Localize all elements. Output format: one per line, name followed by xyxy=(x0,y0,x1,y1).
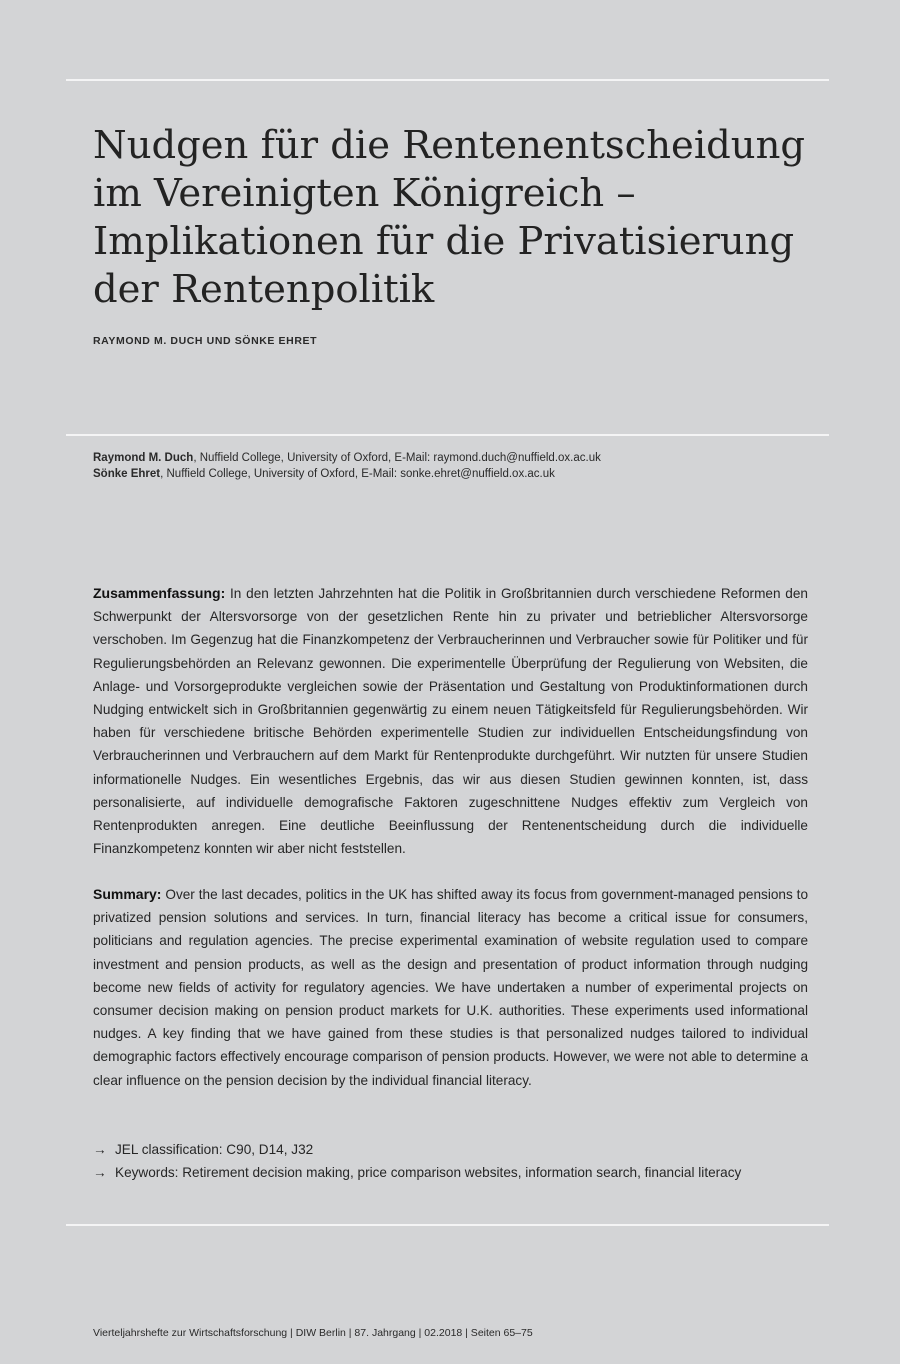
abstract-german-label: Zusammenfassung: xyxy=(93,585,226,601)
affiliation-author-name: Raymond M. Duch xyxy=(93,452,194,464)
title-line: der Rentenpolitik xyxy=(93,267,435,312)
arrow-right-icon: → xyxy=(93,1142,107,1157)
author-affiliations xyxy=(93,450,601,482)
affiliation-divider xyxy=(66,434,829,436)
affiliation-detail: , Nuffield College, University of Oxford, E-Mail: sonke.ehret@nuffield.ox.ac.uk xyxy=(160,468,555,480)
title-line: Implikationen für die Privatisierung xyxy=(93,219,795,264)
affiliation-detail: , Nuffield College, University of Oxford, E-Mail: raymond.duch@nuffield.ox.ac.uk xyxy=(193,452,601,464)
abstract-german xyxy=(93,582,808,860)
keywords-text: Keywords: Retirement decision making, price comparison websites, information search, financial literacy xyxy=(115,1165,742,1180)
journal-footer: Vierteljahrshefte zur Wirtschaftsforschung | DIW Berlin | 87. Jahrgang | 02.2018 | Seiten 65–75 xyxy=(93,1327,533,1339)
arrow-right-icon: → xyxy=(93,1165,107,1180)
abstract-english-label: Summary: xyxy=(93,886,162,902)
keywords xyxy=(93,1161,741,1184)
title-line: Nudgen für die Rentenentscheidung xyxy=(93,123,806,168)
bottom-divider xyxy=(66,1224,829,1226)
abstract-german-text: In den letzten Jahrzehnten hat die Politik in Großbritannien durch verschiedene Reformen den Schwerpunkt der Altersvorsorge von der gesetzlichen Rente hin zu privater und betrieblicher Altersvorsorge verschoben. Im Gegenzug hat die Finanzkompetenz der Verbraucherinnen und Verbraucher sowie für Politiker und für Regulierungsbehörden an Relevanz gewonnen. Die experimentelle Überprüfung der Regulierung von Websiten, die Anlage- und Vorsorgeprodukte vergleichen sowie der Präsentation und Gestaltung von Produktinformationen durch Nudging entwickelt sich in Großbritannien gegenwärtig zu einem neuen Tätigkeitsfeld für Regulierungsbehörden. Wir haben für verschiedene britische Behörden experimentelle Studien zur individuellen Entscheidungsfindung von Verbraucherinnen und Verbrauchern auf dem Markt für Rentenprodukte durchgeführt. Wir nutzten für unsere Studien informationelle Nudges. Ein wesentliches Ergebnis, das wir aus diesen Studien gewinnen konnten, ist, dass personalisierte, auf individuelle demografische Faktoren zugeschnittene Nudges effektiv zum Vergleich von Rentenprodukten anregen. Eine deutliche Beeinflussung der Rentenentscheidung durch die individuelle Finanzkompetenz konnten wir aber nicht feststellen. xyxy=(93,586,808,857)
affiliation-author-name: Sönke Ehret xyxy=(93,468,161,480)
affiliation-line xyxy=(93,450,601,466)
title-line: im Vereinigten Königreich – xyxy=(93,171,636,216)
abstract-english-text: Over the last decades, politics in the UK has shifted away its focus from government-managed pensions to privatized pension solutions and services. In turn, financial literacy has become a critical issue for consumers, politicians and regulation agencies. The precise experimental examination of website regulation used to compare investment and pension products, as well as the design and presentation of product information through nudging become new fields of activity for regulatory agencies. We have undertaken a number of experimental projects on consumer decision making on pension product markets for U.K. authorities. These experiments used informational nudges. A key finding that we have gained from these studies is that personalized nudges tailored to individual demographic factors effectively encourage comparison of pension products. However, we were not able to determine a clear influence on the pension decision by the individual financial literacy. xyxy=(93,887,809,1088)
article-title xyxy=(93,122,833,314)
jel-classification xyxy=(93,1138,313,1161)
affiliation-line xyxy=(93,466,601,482)
author-byline: RAYMOND M. DUCH UND SÖNKE EHRET xyxy=(93,335,318,347)
jel-text: JEL classification: C90, D14, J32 xyxy=(115,1142,314,1157)
abstract-english xyxy=(93,883,808,1092)
top-divider xyxy=(66,79,829,81)
